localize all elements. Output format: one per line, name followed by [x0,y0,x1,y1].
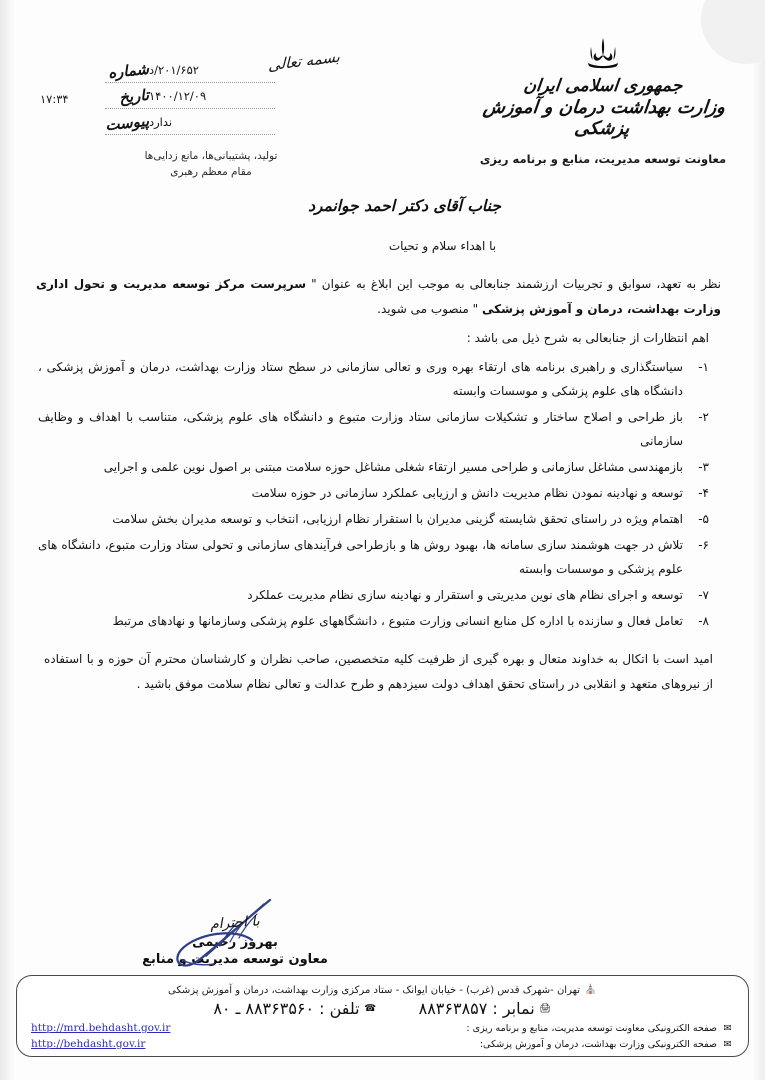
year-slogan [96,148,326,181]
list-item [26,609,739,633]
recipient-name: جناب آقای دکتر احمد جوانمرد [308,196,501,215]
basmala-text: بسمه تعالی [268,47,340,75]
valediction-text: با احترام [209,913,261,933]
meta-label-date: تاریخ [118,85,150,107]
appointment-intro-before: نظر به تعهد، سوابق و تجربیات ارزشمند جنابعالی به موجب این ابلاغ به عنوان " [306,277,722,291]
list-item-text: باز طراحی و اصلاح ساختار و تشکیلات سازمانی ستاد وزارت متبوع و دانشگاه های علوم پزشکی، متناسب با اهداف و وظایف سازمانی [38,410,683,449]
org-name-line1: جمهوری اسلامی ایران [522,76,684,96]
footer-address: تهران -شهرک قدس (غرب) - خیابان ایوانک - ستاد مرکزی وزارت بهداشت، درمان و آموزش پزشکی [168,985,580,996]
meta-dotted-line [105,108,275,109]
envelope-icon: ✉ [723,1022,732,1034]
footer-link-label-wrap [466,1023,734,1034]
meta-row-date [105,85,315,114]
list-item-text: سیاستگذاری و راهبری برنامه های ارتقاء بهره وری و تعالی سازمانی در سطح ستاد وزارت بهداشت، درمان و آموزش پزشکی ، دانشگاه های علوم پزشکی و موسسات وابسته [38,360,683,399]
footer-fax-label: نمابر : [492,999,535,1018]
list-item-number: ۴- [698,486,709,501]
footer-link-label: صفحه الکترونیکی معاونت توسعه مدیریت، منابع و برنامه ریزی : [466,1022,717,1034]
expectations-list [26,355,739,633]
signature-block [0,912,470,967]
list-item-number: ۷- [698,588,709,603]
meta-value-number: ۲۰۱/۶۵۲/د [149,63,199,77]
slogan-line-1: تولید، پشتیبانی‌ها، مانع زدایی‌ها [144,150,278,162]
list-item [26,533,739,581]
signatory-title: معاون توسعه مدیریت و منابع [142,952,328,967]
meta-dotted-line [105,82,275,83]
footer-link-label: صفحه الکترونیکی وزارت بهداشت، درمان و آموزش پزشکی: [479,1038,717,1050]
letter-meta-block [104,59,315,140]
envelope-icon: ✉ [723,1038,732,1050]
list-item-text: اهتمام ویژه در راستای تحقق شایسته گزینی مدیران با استقرار نظام ارزیابی، انتخاب و توسعه مدیران بخش سلامت [112,512,683,527]
list-item [26,405,739,453]
letterhead [0,0,765,190]
expectations-lead: اهم انتظارات از جنابعالی به شرح ذیل می باشد : [466,331,709,346]
list-item-number: ۵- [698,512,709,527]
footer-link-label-wrap [480,1039,734,1050]
list-item-text: توسعه و اجرای نظام های نوین مدیریتی و استقرار و نهادینه سازی نظام مدیریت عملکرد [247,588,683,603]
location-icon: ⛪ [584,984,597,996]
meta-dotted-line [105,134,275,135]
list-item [26,481,739,505]
footer-fax-pair [419,999,552,1018]
list-item [26,455,739,479]
list-item-text: بازمهندسی مشاغل سازمانی و طراحی مسیر ارتقاء شغلی مشاغل حوزه سلامت مبتنی بر اصول نوین علمی و اجرایی [103,460,683,475]
timestamp: ۱۷:۳۴ [40,92,69,106]
ministry-emblem-block [463,34,743,166]
footer-link-mrd[interactable]: http://mrd.behdasht.gov.ir [31,1022,171,1034]
list-item [26,583,739,607]
appointment-intro-after: " منصوب می شوید. [377,301,482,316]
iran-emblem-icon [463,34,743,74]
list-item [26,507,739,531]
list-item-text: تلاش در جهت هوشمند سازی سامانه ها، بهبود روش ها و بازطراحی فرآیندهای سازمانی و تحولی ستاد وزارت متبوع، دانشگاه های علوم پزشکی و موسسات وابسته [38,538,683,577]
meta-value-attachment: ندارد [149,115,173,129]
list-item-text: توسعه و نهادینه نمودن نظام مدیریت دانش و ارزیابی عملکرد سازمانی در حوزه سلامت [251,486,683,501]
meta-label-attachment: پیوست [104,111,150,135]
footer-fax-value: ۸۸۳۶۳۸۵۷ [418,999,488,1018]
department-name: معاونت توسعه مدیریت، منابع و برنامه ریزی [479,152,727,166]
list-item-number: ۲- [698,410,709,425]
greeting-line: با اهداء سلام و تحیات [388,239,497,253]
closing-paragraph: امید است با اتکال به خداوند متعال و بهره گیری از ظرفیت کلیه متخصصین، صاحب نظران و کارشناسان محترم آن حوزه و با استفاده از نیروهای متعهد و انقلابی در راستای تحقق اهداف دولت سیزدهم و طرح عدالت و تعالی نظام سلامت موفق باشید . [44,652,713,691]
appointment-position-title: سرپرست مرکز توسعه مدیریت و تحول اداری وزارت بهداشت، درمان و آموزش پزشکی [36,277,721,316]
footer-link-behdasht[interactable]: http://behdasht.gov.ir [31,1038,146,1050]
list-item-number: ۳- [698,460,709,475]
fax-icon: 🖨 [539,1003,552,1014]
list-item-number: ۸- [698,614,709,629]
footer-phone-fax-row [31,999,734,1018]
footer-address-row [31,983,734,998]
footer-phone-pair [213,999,376,1018]
footer-link-row [31,1020,734,1036]
meta-row-number [105,59,315,88]
footer-phone-label: تلفن : [319,999,360,1018]
letter-body [26,196,739,708]
meta-label-number: شماره [107,59,150,82]
footer-contact-box [16,975,749,1057]
list-item-number: ۱- [698,360,709,375]
appointment-paragraph [26,272,739,321]
footer-links-block [31,1020,734,1052]
phone-icon: ☎ [364,1003,377,1014]
signatory-name: بهروز رحیمی [192,935,278,950]
meta-row-attachment [104,111,315,140]
slogan-line-2: مقام معظم رهبری [170,166,252,179]
list-item-number: ۶- [698,538,709,553]
footer-link-row [31,1036,734,1052]
org-name-line2: وزارت بهداشت درمان و آموزش پزشکی [482,97,727,139]
list-item-text: تعامل فعال و سازنده با اداره کل منابع انسانی وزارت متبوع ، دانشگاههای علوم پزشکی وسازمانها و نهادهای مرتبط [112,614,683,629]
meta-value-date: ۱۴۰۰/۱۲/۰۹ [149,89,207,103]
list-item [26,355,739,403]
footer-phone-value: ۸۸۳۶۳۵۶۰ ـ ۸۰ [213,999,315,1018]
